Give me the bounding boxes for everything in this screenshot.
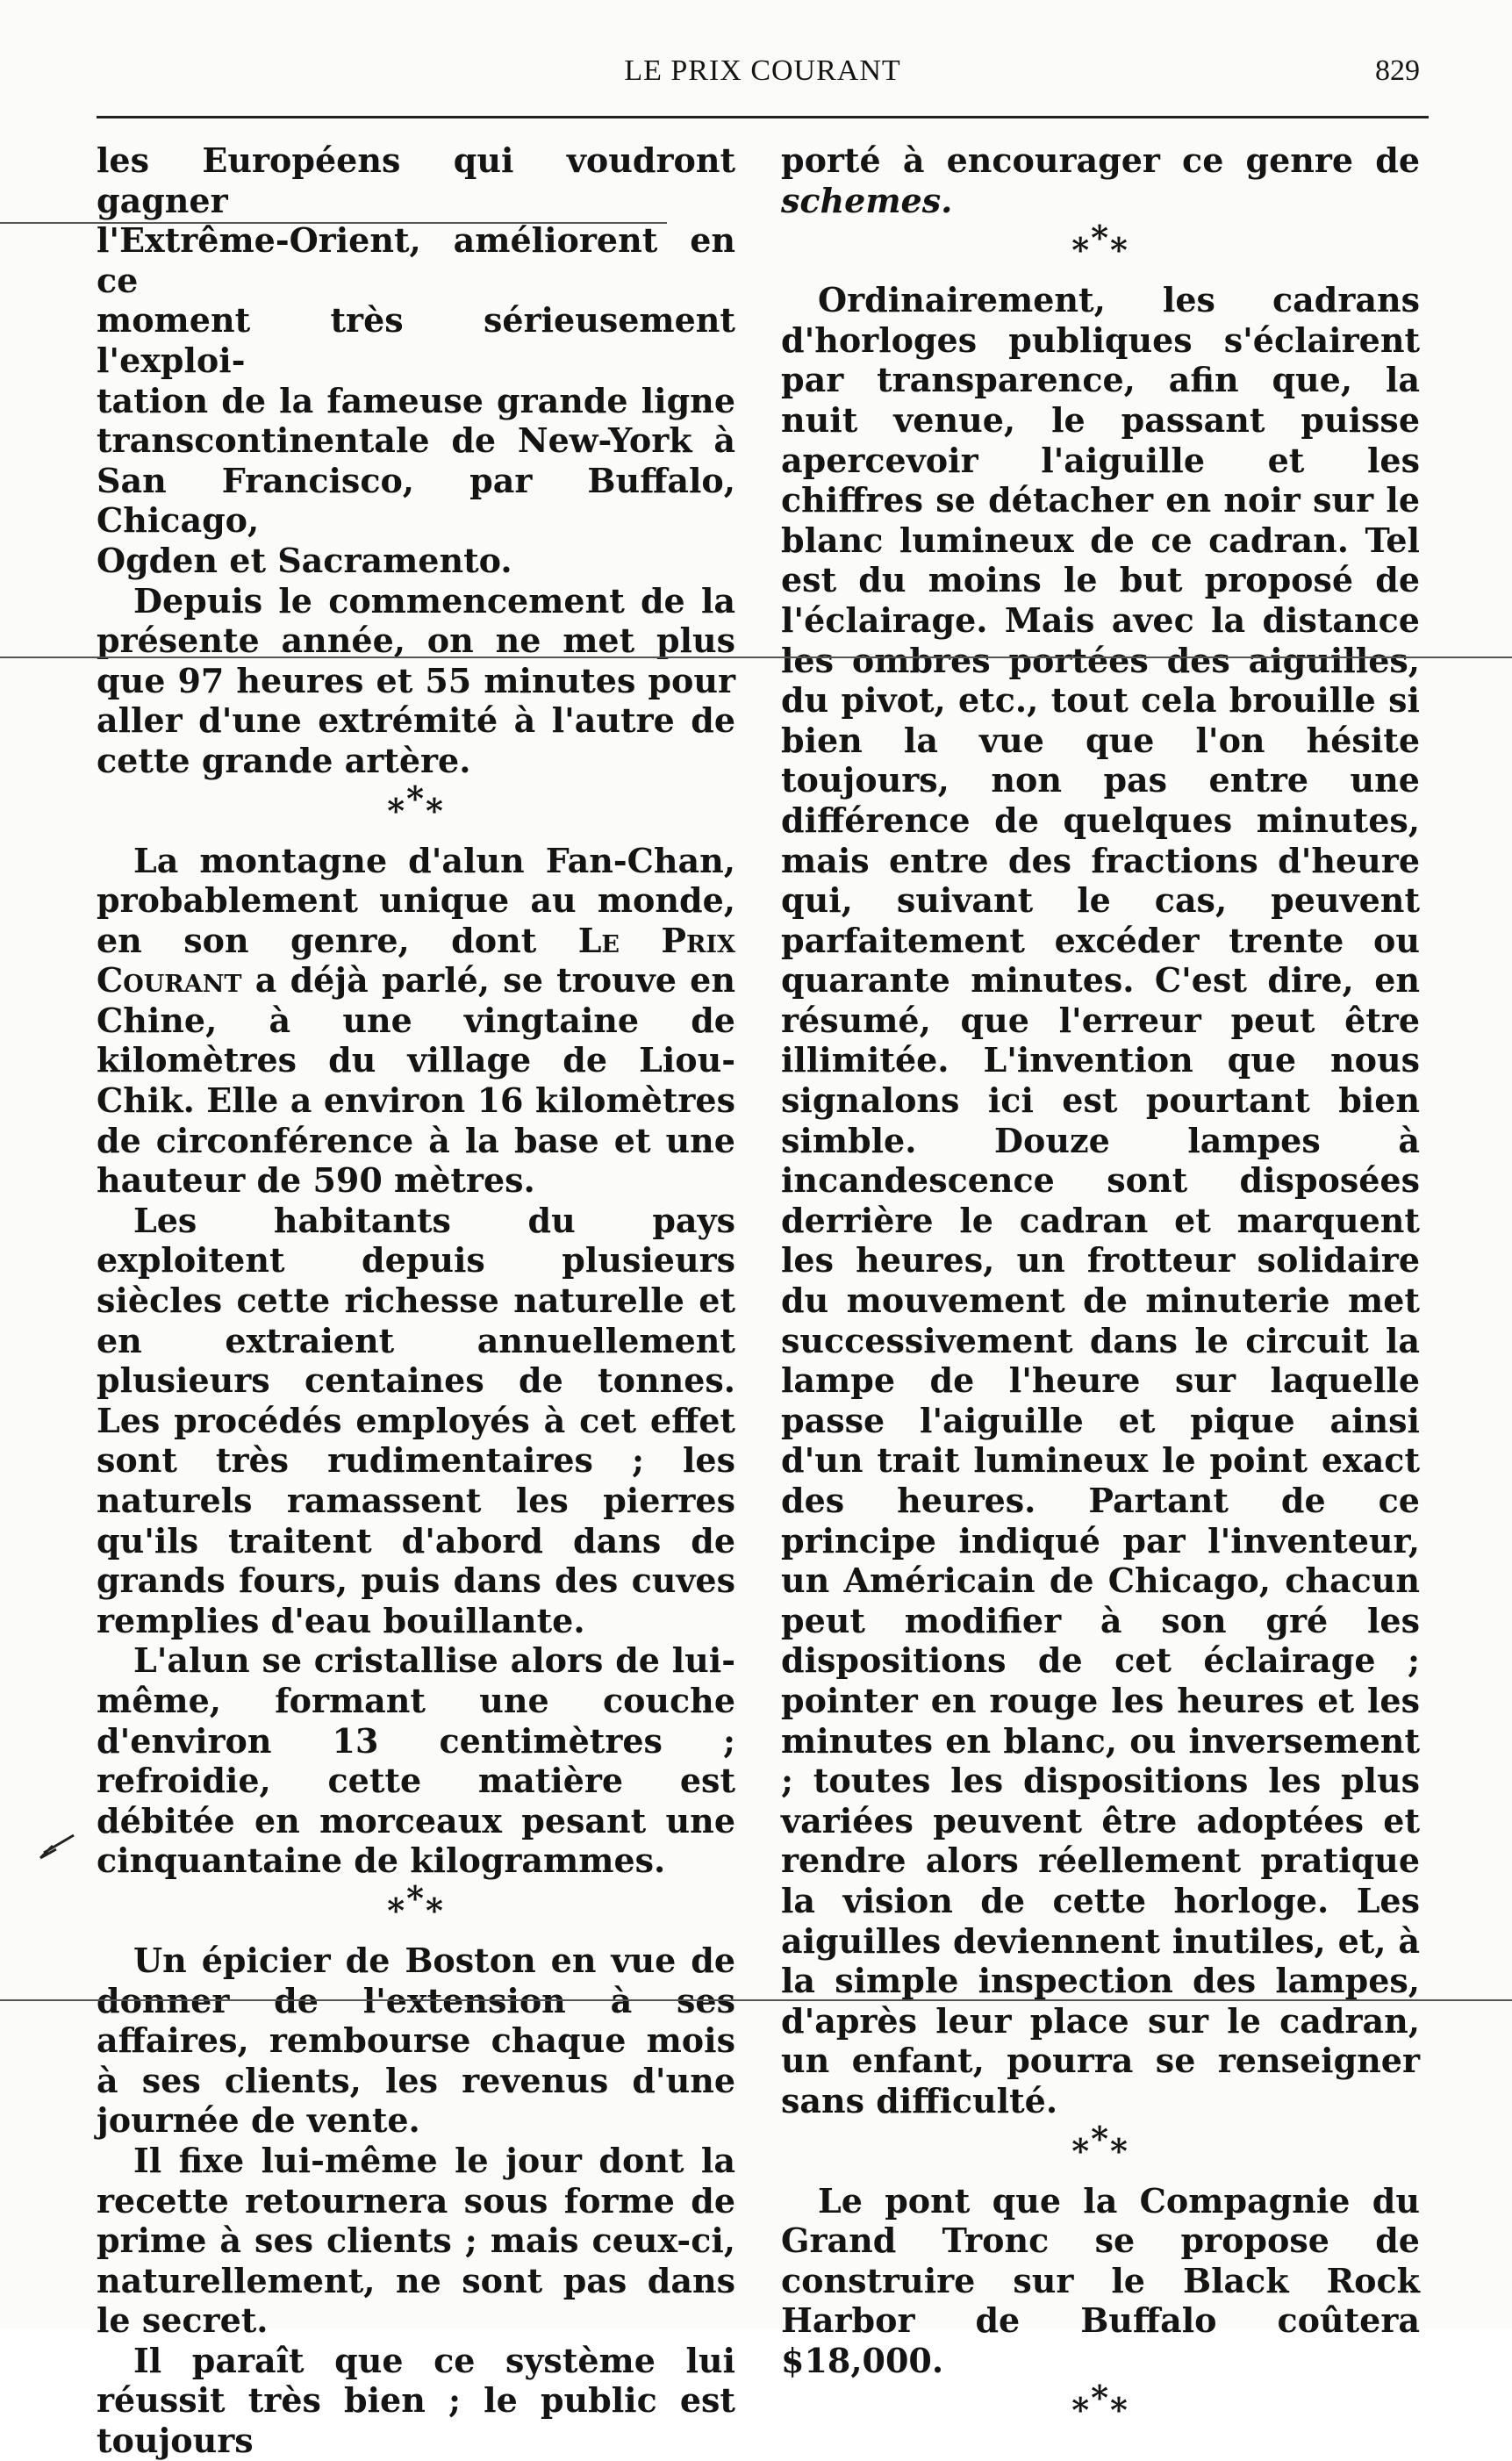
section-separator: *** <box>387 1877 445 1930</box>
line-4: tation de la fameuse grande ligne <box>97 380 735 420</box>
running-title: LE PRIX COURANT <box>624 54 901 87</box>
line-3: moment très sérieusement l'exploi- <box>97 300 735 380</box>
scan-line <box>0 1999 1512 2001</box>
paragraph-grocer-success: Il paraît que ce système lui réussit très bien ; le public est toujours <box>97 2340 735 2461</box>
paragraph-schemes-continuation: porté à encourager ce genre de schemes. <box>781 140 1420 220</box>
section-separator: *** <box>1071 218 1129 270</box>
page-number: 829 <box>1375 54 1420 87</box>
line-1: les Européens qui voudront gagner <box>97 140 735 220</box>
line-7: Ogden et Sacramento. <box>97 540 512 580</box>
scan-line <box>0 222 667 224</box>
page-header <box>97 54 1429 98</box>
paragraph-boston-grocer: Un épicier de Boston en vue de donner de l'extension à ses affaires, rembourse chaque mois à ses clients, les revenus d'une journée de vente. <box>97 1940 735 2141</box>
journal-name: Le Prix Courant <box>97 920 735 1001</box>
line-2: l'Extrême-Orient, améliorent en ce <box>97 220 735 300</box>
section-separator: *** <box>1071 2378 1129 2430</box>
section-separator: *** <box>1071 2118 1129 2170</box>
margin-pen-mark <box>35 1830 79 1865</box>
paragraph-alum-extraction: Les habitants du pays exploitent depuis plusieurs siècles cette richesse naturelle et en extraient annuellement plusieurs centaines de tonnes. Les procédés employés à cet effet sont très rudimentaires ; les naturels ramassent les pierres qu'ils traitent d'abord dans de grands fours, puis dans des cuves remplies d'eau bouillante. <box>97 1200 735 1640</box>
italic-word: schemes. <box>781 180 953 220</box>
paragraph-transcontinental-time: Depuis le commencement de la présente année, on ne met plus que 97 heures et 55 minutes pour aller d'une extrémité à l'autre de cette grande artère. <box>97 580 735 780</box>
article-europeens-continuation <box>97 140 735 581</box>
paragraph-alum-mountain: La montagne d'alun Fan-Chan, probablement unique au monde, en son genre, dont Le Prix Courant a déjà parlé, se trouve en Chine, à une vingtaine de kilomètres du village de Liou-Chik. Elle a environ 16 kilomètres de circonférence à la base et une hauteur de 590 mètres. <box>97 840 735 1201</box>
line-5: transcontinentale de New-York à <box>97 420 735 461</box>
paragraph-bridge: Le pont que la Compagnie du Grand Tronc se propose de construire sur le Black Rock Harbor de Buffalo coûtera $18,000. <box>781 2180 1420 2380</box>
section-separator: *** <box>387 778 445 830</box>
header-rule <box>97 116 1429 118</box>
left-column <box>97 140 735 2461</box>
line-6: San Francisco, par Buffalo, Chicago, <box>97 460 735 541</box>
paragraph-alum-crystallise: L'alun se cristallise alors de lui-même, formant une couche d'environ 13 centimètres ; refroidie, cette matière est débitée en morceaux pesant une cinquantaine de kilogrammes. <box>97 1640 735 1881</box>
paragraph-grocer-secret: Il fixe lui-même le jour dont la recette retournera sous forme de prime à ses clients ; mais ceux-ci, naturellement, ne sont pas dans le secret. <box>97 2140 735 2341</box>
scan-line <box>0 657 1512 658</box>
right-column <box>781 140 1420 2440</box>
paragraph-clock-lighting: Ordinairement, les cadrans d'horloges publiques s'éclairent par transparence, afin que, la nuit venue, le passant puisse apercevoir l'aiguille et les chiffres se détacher en noir sur le blanc lumineux de ce cadran. Tel est du moins le but proposé de l'éclairage. Mais avec la distance les ombres portées des aiguilles, du pivot, etc., tout cela brouille si bien la vue que l'on hésite toujours, non pas entre une différence de quelques minutes, mais entre des fractions d'heure qui, suivant le cas, peuvent parfaitement excéder trente ou quarante minutes. C'est dire, en résumé, que l'erreur peut être illimitée. L'invention que nous signalons ici est pourtant bien simble. Douze lampes à incandescence sont disposées derrière le cadran et marquent les heures, un frotteur solidaire du mouvement de minuterie met successivement dans le circuit la lampe de l'heure sur laquelle passe l'aiguille et pique ainsi d'un trait lumineux le point exact des heures. Partant de ce principe indiqué par l'inventeur, un Américain de Chicago, chacun peut modifier à son gré les dispositions de cet éclairage ; pointer en rouge les heures et les minutes en blanc, ou inversement ; toutes les dispositions les plus variées peuvent être adoptées et rendre alors réellement pratique la vision de cette horloge. Les aiguilles deviennent inutiles, et, à la simple inspection des lampes, d'après leur place sur le cadran, un enfant, pourra se renseigner sans difficulté. <box>781 280 1420 2120</box>
